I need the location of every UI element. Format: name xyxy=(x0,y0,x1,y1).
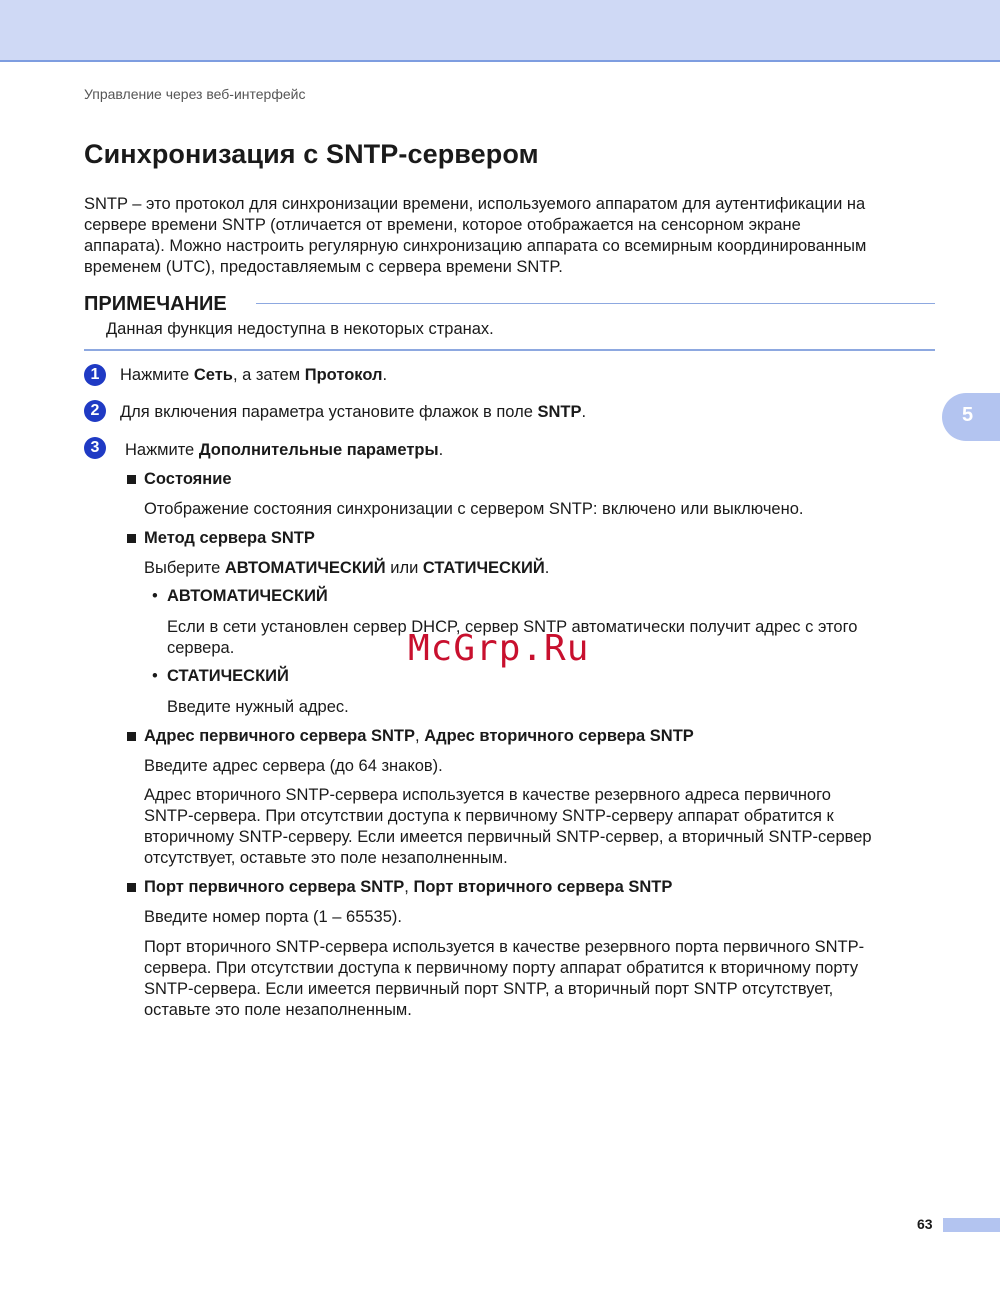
note-divider-top xyxy=(256,303,935,304)
option-method-text: Выберите АВТОМАТИЧЕСКИЙ или СТАТИЧЕСКИЙ. xyxy=(144,559,550,577)
square-bullet-icon xyxy=(127,475,136,484)
square-bullet-icon xyxy=(127,534,136,543)
page-number: 63 xyxy=(917,1216,933,1232)
header-band xyxy=(0,0,1000,62)
option-method-heading: Метод сервера SNTP xyxy=(144,529,315,547)
step-number-2: 2 xyxy=(84,400,106,422)
option-address-text2: Адрес вторичного SNTP-сервера используется в качестве резервного адреса первичного SNTP-сервера. При отсутствии доступа к первичному SNTP-серверу аппарат обратится к вторичному SNTP-серверу. Если имеется первичный SNTP-сервер, а вторичный SNTP-сервер отсутствует, оставьте это поле незаполненным. xyxy=(144,786,872,867)
option-port-text1: Введите номер порта (1 – 65535). xyxy=(144,908,402,926)
dot-bullet-icon: • xyxy=(152,667,158,685)
intro-line: сервере времени SNTP (отличается от времени, которое отображается на сенсорном экране xyxy=(84,216,801,234)
step-number-1: 1 xyxy=(84,364,106,386)
square-bullet-icon xyxy=(127,732,136,741)
advanced-settings: Дополнительные параметры xyxy=(198,441,439,459)
intro-paragraph xyxy=(84,194,954,278)
square-bullet-icon xyxy=(127,883,136,892)
option-address-text1: Введите адрес сервера (до 64 знаков). xyxy=(144,757,443,775)
auto-heading: АВТОМАТИЧЕСКИЙ xyxy=(167,587,328,605)
menu-network: Сеть xyxy=(193,366,233,384)
page-number-bar xyxy=(943,1218,1000,1232)
page-title: Синхронизация с SNTP-сервером xyxy=(84,139,539,169)
chapter-number: 5 xyxy=(962,404,974,426)
intro-line: временем (UTC), предоставляемым с сервера времени SNTP. xyxy=(84,258,563,276)
note-text: Данная функция недоступна в некоторых странах. xyxy=(106,320,494,338)
option-port-text2: Порт вторичного SNTP-сервера используется в качестве резервного порта первичного SNTP- сервера. При отсутствии доступа к первичному порту аппарат обратится к вторичному порту SNTP-сервера. Если имеется первичный порт SNTP, а вторичный порт SNTP отсутствует, оставьте это поле незаполненным. xyxy=(144,938,865,1019)
dot-bullet-icon: • xyxy=(152,587,158,605)
note-divider-bottom xyxy=(84,349,935,351)
intro-line: SNTP – это протокол для синхронизации времени, используемого аппаратом для аутентификации на xyxy=(84,195,866,213)
sntp-field: SNTP xyxy=(537,403,582,421)
static-text: Введите нужный адрес. xyxy=(167,698,349,716)
running-header: Управление через веб-интерфейс xyxy=(84,86,306,102)
watermark: McGrp.Ru xyxy=(408,628,590,669)
static-heading: СТАТИЧЕСКИЙ xyxy=(167,667,289,685)
menu-protocol: Протокол xyxy=(304,366,383,384)
step-3-text: Нажмите Дополнительные параметры. xyxy=(125,441,444,459)
option-address-heading: Адрес первичного сервера SNTP, Адрес вторичного сервера SNTP xyxy=(144,727,694,745)
intro-line: аппарата). Можно настроить регулярную синхронизацию аппарата со всемирным координированным xyxy=(84,237,867,255)
option-port-heading: Порт первичного сервера SNTP, Порт вторичного сервера SNTP xyxy=(144,878,673,896)
note-title: ПРИМЕЧАНИЕ xyxy=(84,293,227,315)
auto-text: Если в сети установлен сервер DHCP, сервер SNTP автоматически получит адрес с этого сервера. xyxy=(167,618,858,657)
step-1-text: Нажмите Сеть, а затем Протокол. xyxy=(120,366,388,384)
step-number-3: 3 xyxy=(84,437,106,459)
step-2-text: Для включения параметра установите флажок в поле SNTP. xyxy=(120,403,587,421)
option-status-text: Отображение состояния синхронизации с сервером SNTP: включено или выключено. xyxy=(144,500,804,518)
option-status-heading: Состояние xyxy=(144,470,232,488)
chapter-tab xyxy=(942,393,1000,441)
